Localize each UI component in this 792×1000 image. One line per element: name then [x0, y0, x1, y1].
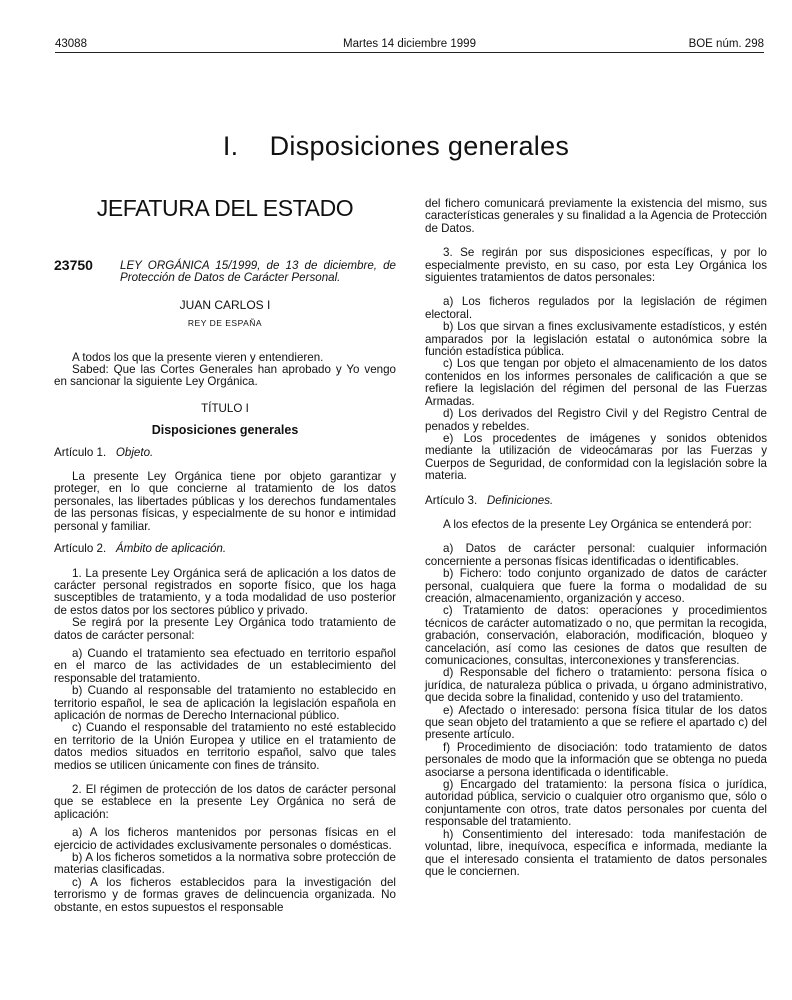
list-item: e) Los procedentes de imágenes y sonidos obtenidos mediante la utilización de videocámaras por las Fuerzas y Cuerpos de Seguridad, de conformidad con la legislación sobre la materia.: [425, 431, 767, 483]
body-paragraph: A los efectos de la presente Ley Orgánica se entenderá por:: [443, 517, 752, 531]
page-header: [55, 38, 764, 52]
definition-item: g) Encargado del tratamiento: la persona física o jurídica, autoridad pública, servicio o cualquier otro organismo que, sólo o conjuntamente con otros, trate datos personales por cuenta del responsable del tratamiento.: [425, 778, 767, 829]
definition-item: c) Tratamiento de datos: operaciones y procedimientos técnicos de carácter automatizado o no, que permitan la recogida, grabación, conservación, elaboración, modificación, bloqueo y cancelación, así como las cesiones de datos que resulten de comunicaciones, consultas, interconexiones y transferencias.: [425, 604, 767, 667]
definition-item: d) Responsable del fichero o tratamiento: persona física o jurídica, de naturaleza pública o privada, u órgano administrativo, que decida sobre la finalidad, contenido y uso del tratamiento.: [425, 666, 767, 705]
list-item: b) Los que sirvan a fines exclusivamente estadísticos, y estén amparados por la legislación estatal o autonómica sobre la función estadística pública.: [425, 320, 767, 359]
definition-item: f) Procedimiento de disociación: todo tratamiento de datos personales de modo que la información que se obtenga no pueda asociarse a persona identificada o identificable.: [425, 740, 767, 779]
article-heading: [54, 447, 396, 459]
law-title: LEY ORGÁNICA 15/1999, de 13 de diciembre, de Protección de Datos de Carácter Personal.: [120, 259, 396, 285]
law-number: 23750: [54, 257, 93, 273]
article-heading: [425, 495, 767, 507]
list-item: b) A los ficheros sometidos a la normativa sobre protección de materias clasificadas.: [54, 851, 396, 877]
list-item: a) Los ficheros regulados por la legislación de régimen electoral.: [425, 295, 767, 321]
list-item: a) Cuando el tratamiento sea efectuado en territorio español en el marco de las actividades de un establecimiento del responsable del tratamiento.: [54, 646, 396, 685]
list-item: c) Los que tengan por objeto el almacenamiento de los datos contenidos en los informes personales de calificación a que se refiere la legislación del régimen del personal de las Fuerzas Armadas.: [425, 357, 767, 408]
article-label: Artículo 1.: [54, 445, 107, 459]
list-item: a) A los ficheros mantenidos por personas físicas en el ejercicio de actividades exclusivamente personales o domésticas.: [54, 826, 396, 852]
intro-paragraph: Sabed: Que las Cortes Generales han aprobado y Yo vengo en sancionar la siguiente Ley Orgánica.: [54, 363, 396, 389]
article-title: Objeto.: [115, 445, 154, 459]
article-label: Artículo 3.: [425, 493, 478, 507]
titulo-name: Disposiciones generales: [151, 423, 299, 438]
list-item: d) Los derivados del Registro Civil y del Registro Central de penados y rebeldes.: [425, 407, 767, 433]
body-paragraph: 3. Se regirán por sus disposiciones específicas, y por lo especialmente previsto, en su caso, por esta Ley Orgánica los siguientes tratamientos de datos personales:: [425, 246, 767, 285]
list-item: b) Cuando al responsable del tratamiento no establecido en territorio español, le sea de aplicación la legislación española en aplicación de normas de Derecho Internacional público.: [54, 684, 396, 722]
titulo-heading: TÍTULO I: [201, 401, 249, 415]
list-item: c) A los ficheros establecidos para la investigación del terrorismo y de formas graves de delincuencia organizada. No obstante, en estos supuestos el responsable: [54, 875, 396, 914]
king-title: REY DE ESPAÑA: [187, 318, 263, 329]
header-rule: [55, 52, 764, 53]
section-title: I. Disposiciones generales: [222, 131, 570, 161]
left-column: [54, 195, 396, 914]
definition-item: a) Datos de carácter personal: cualquier información concerniente a personas físicas identificadas o identificables.: [425, 542, 767, 568]
department-heading: JEFATURA DEL ESTADO: [96, 195, 354, 221]
definition-item: h) Consentimiento del interesado: toda manifestación de voluntad, libre, inequívoca, específica e informada, mediante la que el interesado consienta el tratamiento de datos personales que le conciernen.: [425, 827, 767, 878]
issue-date: Martes 14 diciembre 1999: [343, 38, 476, 50]
definition-item: b) Fichero: todo conjunto organizado de datos de carácter personal, cualquiera que fuere la forma o modalidad de su creación, almacenamiento, organización y acceso.: [425, 567, 767, 605]
body-paragraph: 2. El régimen de protección de los datos de carácter personal que se establece en la presente Ley Orgánica no será de aplicación:: [54, 783, 396, 821]
definition-item: e) Afectado o interesado: persona física titular de los datos que sean objeto del tratamiento a que se refiere el apartado c) del presente artículo.: [425, 703, 767, 742]
article-title: Definiciones.: [486, 493, 554, 507]
article-heading: [54, 543, 396, 555]
body-paragraph: La presente Ley Orgánica tiene por objeto garantizar y proteger, en lo que concierne al tratamiento de los datos personales, las libertades públicas y los derechos fundamentales de las personas físicas, y especialmente de su honor e intimidad personal y familiar.: [54, 470, 396, 533]
list-item: c) Cuando el responsable del tratamiento no esté establecido en territorio de la Unión Europea y utilice en el tratamiento de datos medios situados en territorio español, salvo que tales medios se utilicen únicamente con fines de tránsito.: [54, 721, 396, 772]
journal-issue: BOE núm. 298: [688, 38, 764, 50]
body-paragraph: Se regirá por la presente Ley Orgánica todo tratamiento de datos de carácter personal:: [54, 616, 396, 642]
body-paragraph: del fichero comunicará previamente la existencia del mismo, sus características generales y su finalidad a la Agencia de Protección de Datos.: [425, 197, 767, 235]
law-entry: [54, 257, 396, 285]
body-paragraph: 1. La presente Ley Orgánica será de aplicación a los datos de carácter personal registrados en soporte físico, que los haga susceptibles de tratamiento, y a toda modalidad de uso posterior de estos datos por los sectores público y privado.: [54, 566, 396, 617]
right-column: [425, 198, 767, 878]
page-number: 43088: [55, 38, 87, 50]
article-title: Ámbito de aplicación.: [115, 542, 227, 556]
king-name: JUAN CARLOS I: [179, 297, 271, 312]
intro-paragraph: A todos los que la presente vieren y entendieren.: [72, 350, 324, 364]
article-label: Artículo 2.: [54, 542, 107, 556]
